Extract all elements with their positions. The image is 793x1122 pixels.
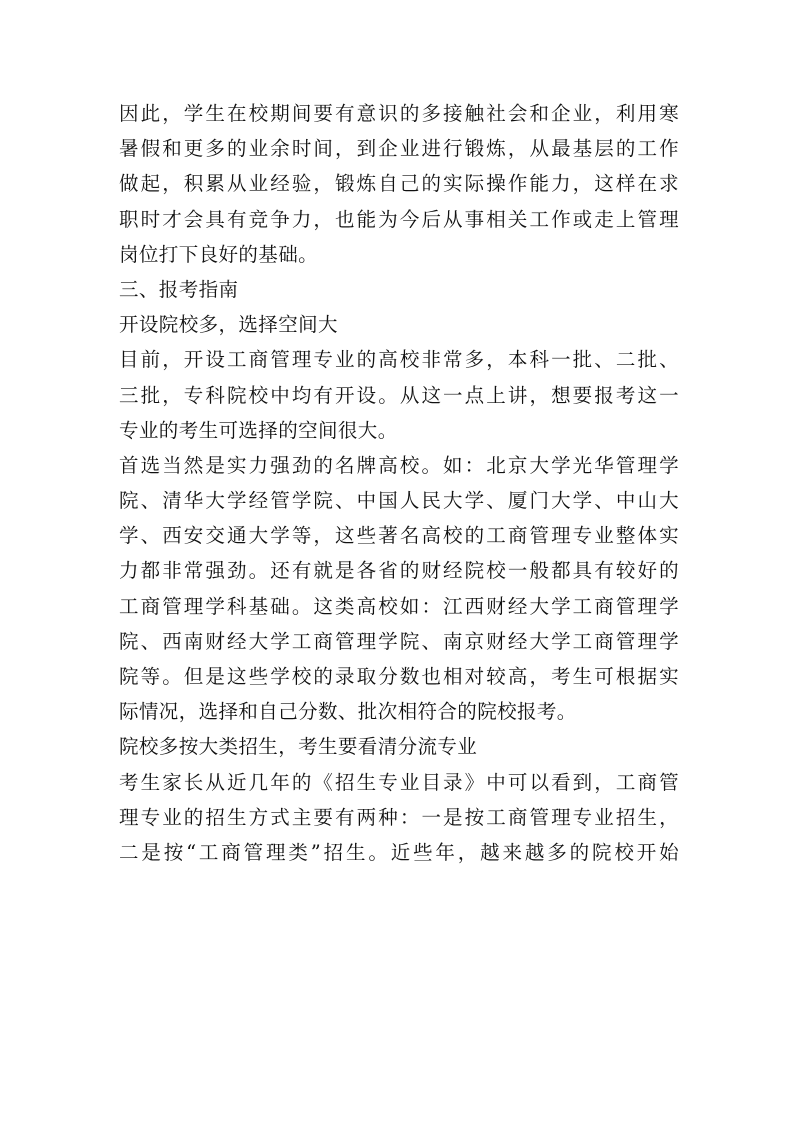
body-text-line: 三批，专科院校中均有开设。从这一点上讲，想要报考这一	[119, 383, 679, 407]
body-text-line: 院、清华大学经管学院、中国人民大学、厦门大学、中山大	[119, 489, 679, 513]
body-text-line: 因此，学生在校期间要有意识的多接触社会和企业，利用寒	[119, 102, 679, 125]
body-text-line: 际情况，选择和自己分数、批次相符合的院校报考。	[119, 700, 577, 724]
body-text-line: 院、西南财经大学工商管理学院、南京财经大学工商管理学	[119, 629, 679, 653]
section-heading: 三、报考指南	[119, 277, 239, 301]
body-text-line: 职时才会具有竞争力，也能为今后从事相关工作或走上管理	[119, 207, 679, 231]
body-text-line: 理专业的招生方式主要有两种：一是按工商管理专业招生，	[119, 805, 679, 829]
body-text-line: 岗位打下良好的基础。	[119, 242, 319, 266]
body-text-line: 力都非常强劲。还有就是各省的财经院校一般都具有较好的	[119, 559, 679, 583]
body-text-line: 二是按“工商管理类”招生。近些年，越来越多的院校开始	[119, 840, 679, 864]
body-text-line: 做起，积累从业经验，锻炼自己的实际操作能力，这样在求	[119, 172, 679, 196]
subsection-heading: 开设院校多，选择空间大	[119, 313, 338, 337]
subsection-heading: 院校多按大类招生，考生要看清分流专业	[119, 735, 478, 759]
body-text-line: 考生家长从近几年的《招生专业目录》中可以看到，工商管	[119, 770, 679, 794]
body-text-line: 学、西安交通大学等，这些著名高校的工商管理专业整体实	[119, 524, 679, 548]
body-text-line: 首选当然是实力强劲的名牌高校。如：北京大学光华管理学	[119, 453, 679, 477]
body-text-line: 工商管理学科基础。这类高校如：江西财经大学工商管理学	[119, 594, 679, 618]
body-text-line: 院等。但是这些学校的录取分数也相对较高，考生可根据实	[119, 665, 679, 688]
document-body	[119, 96, 679, 870]
body-text-line: 暑假和更多的业余时间，到企业进行锻炼，从最基层的工作	[119, 137, 679, 161]
body-text-line: 目前，开设工商管理专业的高校非常多，本科一批、二批、	[119, 348, 679, 372]
body-text-line: 专业的考生可选择的空间很大。	[119, 418, 398, 442]
